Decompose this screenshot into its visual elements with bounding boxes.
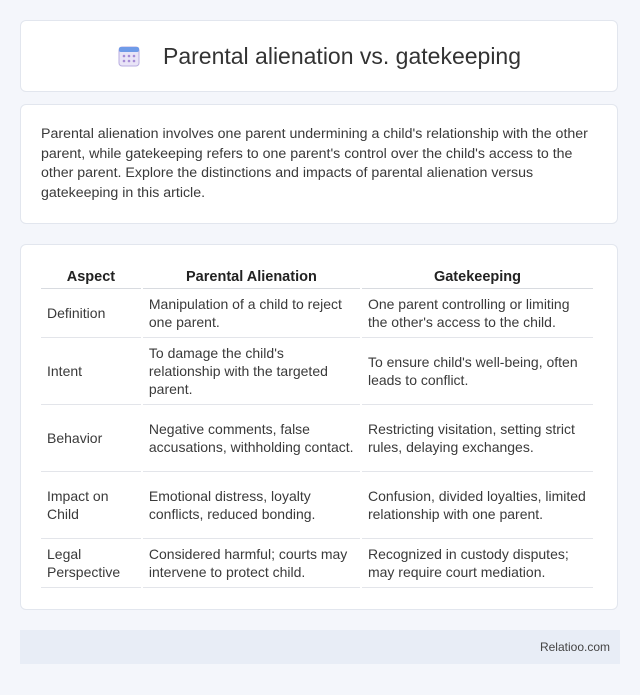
intro-card <box>20 104 618 224</box>
title-card <box>20 20 618 92</box>
row-alienation: Considered harmful; courts may intervene to protect child. <box>143 539 360 588</box>
footer-brand-link[interactable]: Relatioo.com <box>539 640 610 654</box>
row-gatekeeping: To ensure child's well-being, often leads to conflict. <box>362 338 593 405</box>
row-gatekeeping: Restricting visitation, setting strict rules, delaying exchanges. <box>362 405 593 472</box>
row-gatekeeping: Confusion, divided loyalties, limited relationship with one parent. <box>362 472 593 539</box>
header-parental-alienation: Parental Alienation <box>143 265 360 289</box>
table-row <box>41 405 593 472</box>
intro-text: Parental alienation involves one parent undermining a child's relationship with the other parent, while gatekeeping refers to one parent's control over the child's access to the other parent. Explore the distinctions and impacts of parental alienation versus gatekeeping in this article. <box>41 126 588 201</box>
row-alienation: Negative comments, false accusations, withholding contact. <box>143 405 360 472</box>
page-title: Parental alienation vs. gatekeeping <box>162 42 522 69</box>
table-row <box>41 539 593 588</box>
comparison-card <box>20 244 618 610</box>
row-aspect: Definition <box>41 289 141 338</box>
footer <box>20 630 620 664</box>
table-row <box>41 472 593 539</box>
table-row <box>41 338 593 405</box>
row-aspect: Intent <box>41 338 141 405</box>
row-gatekeeping: One parent controlling or limiting the other's access to the child. <box>362 289 593 338</box>
row-alienation: To damage the child's relationship with the targeted parent. <box>143 338 360 405</box>
row-alienation: Manipulation of a child to reject one parent. <box>143 289 360 338</box>
table-header-row <box>41 265 593 289</box>
row-gatekeeping: Recognized in custody disputes; may require court mediation. <box>362 539 593 588</box>
comparison-table <box>39 265 595 588</box>
row-alienation: Emotional distress, loyalty conflicts, reduced bonding. <box>143 472 360 539</box>
row-aspect: Legal Perspective <box>41 539 141 588</box>
row-aspect: Impact on Child <box>41 472 141 539</box>
row-aspect: Behavior <box>41 405 141 472</box>
header-gatekeeping: Gatekeeping <box>362 265 593 289</box>
calendar-icon <box>117 44 141 68</box>
table-row <box>41 289 593 338</box>
header-aspect: Aspect <box>41 265 141 289</box>
